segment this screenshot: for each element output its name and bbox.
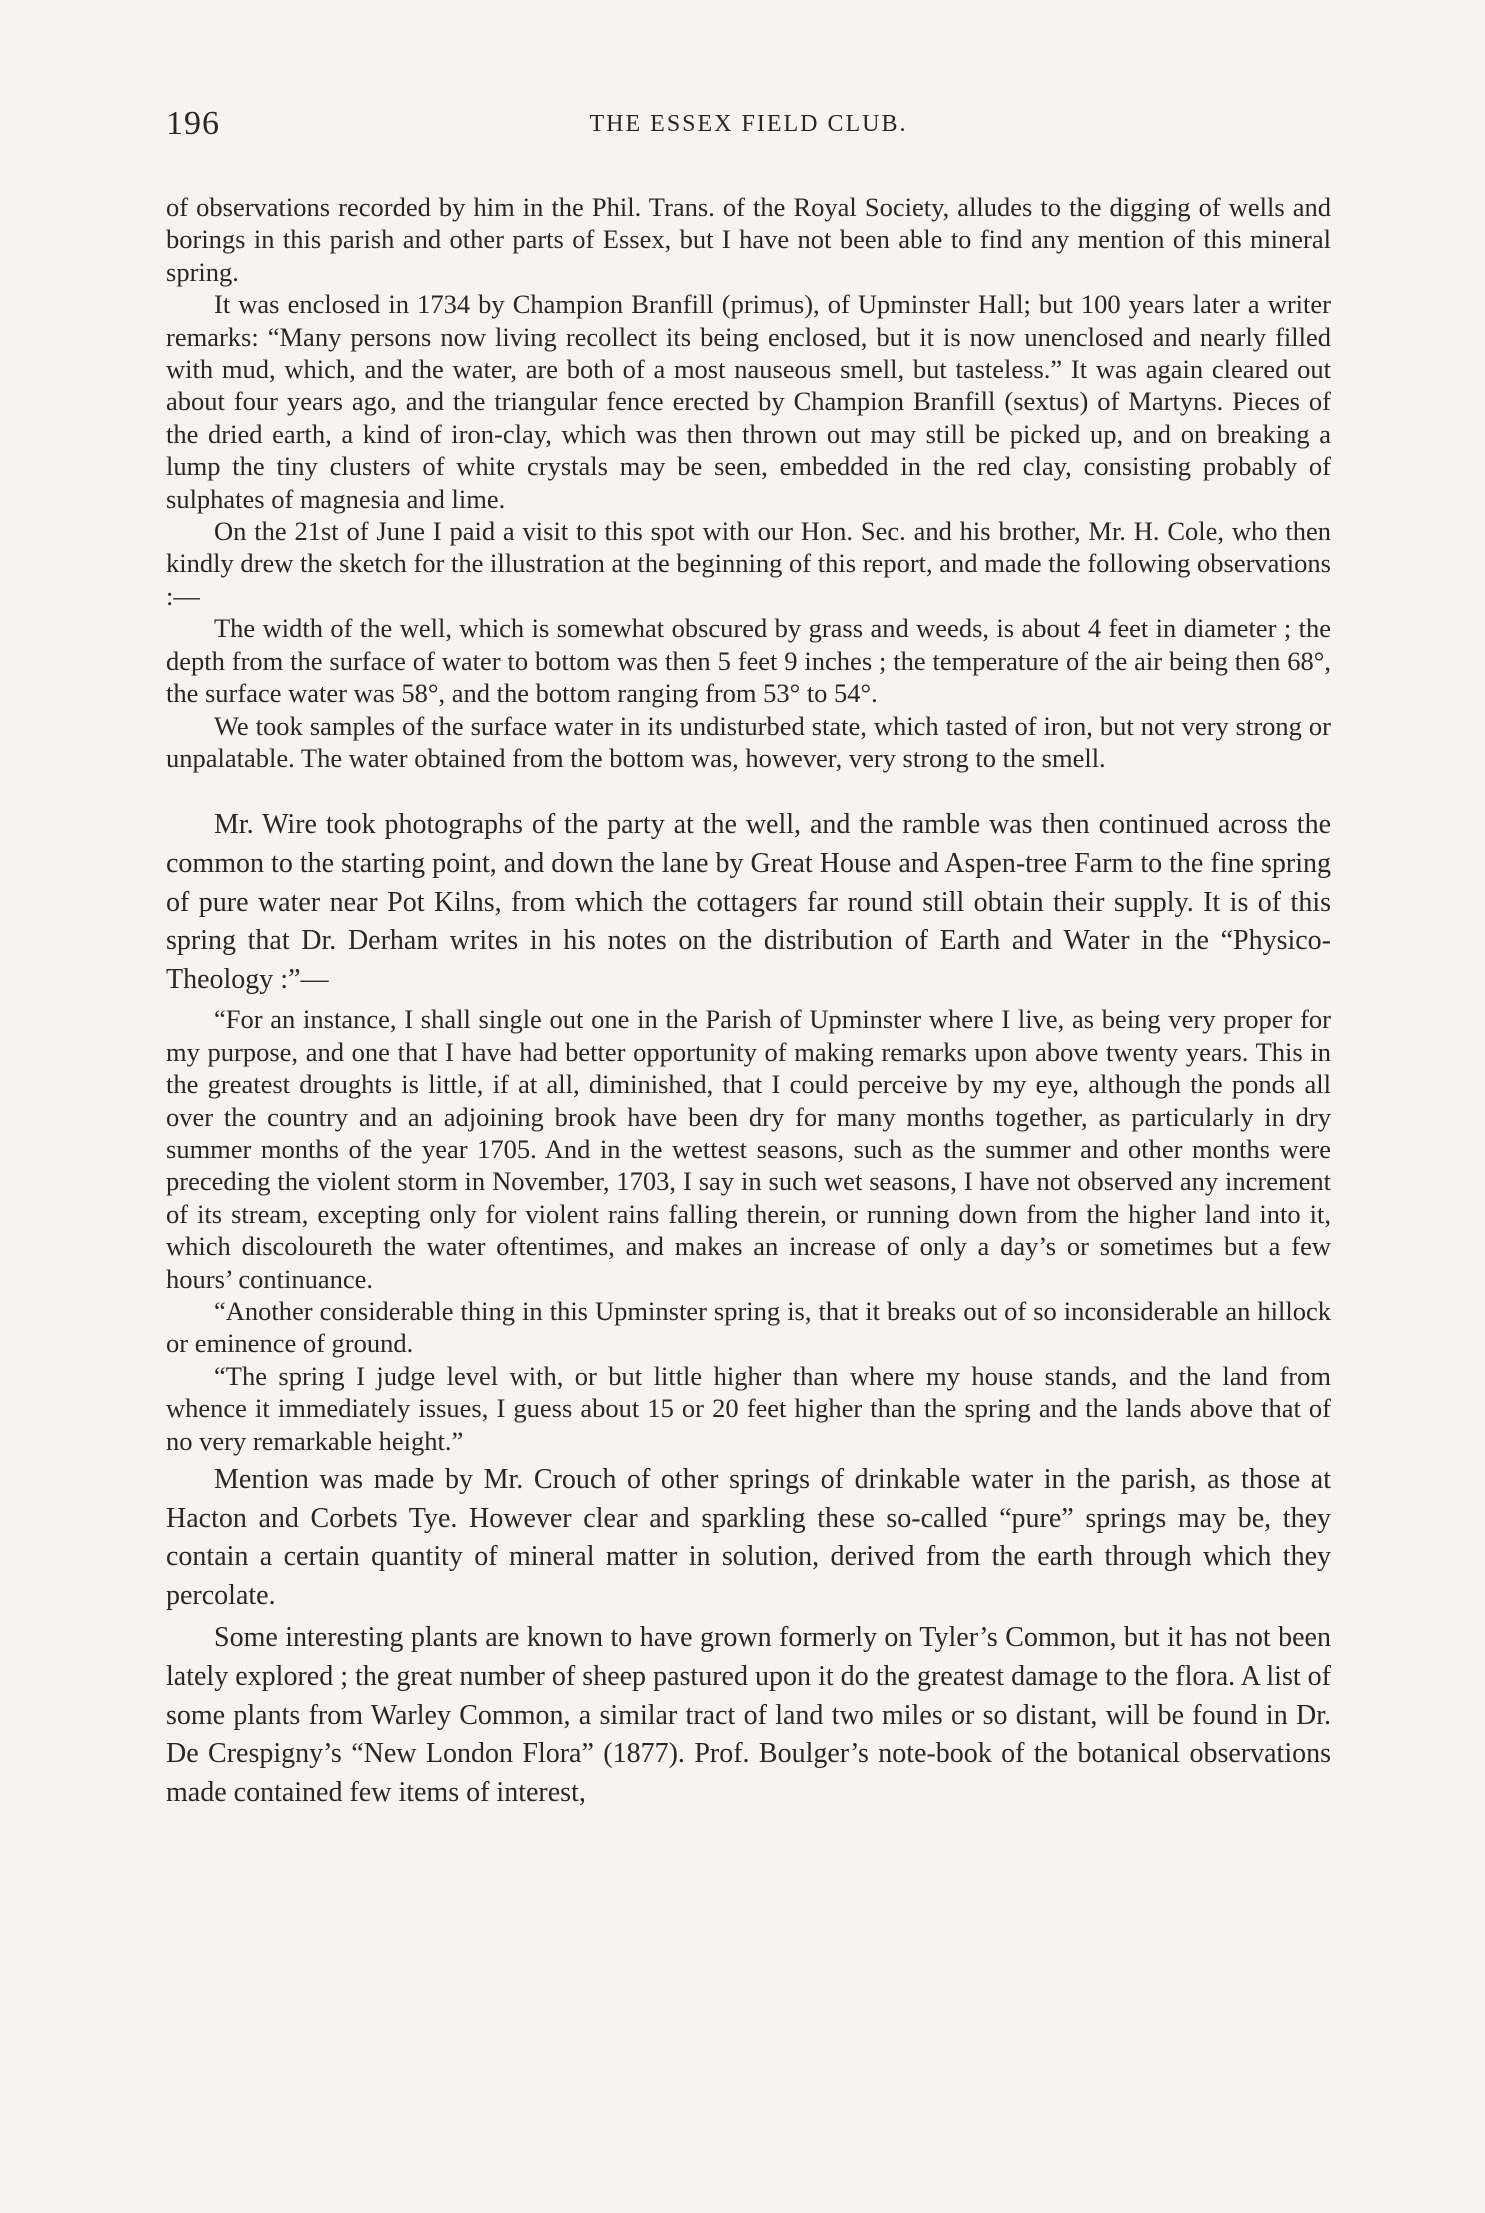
body-paragraph: We took samples of the surface water in its undisturbed state, which tasted of iron, but not very strong or unpalatable. The water obtained from the bottom was, however, very strong to the smell. [166, 710, 1331, 773]
derham-quotation [166, 1003, 1331, 1457]
ramble-section [166, 806, 1331, 999]
body-paragraph: Mr. Wire took photographs of the party at the well, and the ramble was then continued across the common to the starting point, and down the lane by Great House and Aspen-tree Farm to the fine spring of pure water near Pot Kilns, from which the cottagers far round still obtain their supply. It is of this spring that Dr. Derham writes in his notes on the distribution of Earth and Water in the “Physico-Theology :”— [166, 809, 1331, 995]
quote-paragraph: “The spring I judge level with, or but little higher than where my house stands, and the land from whence it immediately issues, I guess about 15 or 20 feet higher than the spring and the lands above that of no very remarkable height.” [166, 1360, 1331, 1456]
body-paragraph: On the 21st of June I paid a visit to this spot with our Hon. Sec. and his brother, Mr. H. Cole, who then kindly drew the sketch for the illustration at the beginning of this report, and made the following observations :— [166, 516, 1331, 611]
body-paragraph: It was enclosed in 1734 by Champion Branfill (primus), of Upminster Hall; but 100 years later a writer remarks: “Many persons now living recollect its being enclosed, but it is now unenclosed and nearly filled with mud, which, and the water, are both of a most nauseous smell, but tasteless.” It was again cleared out about four years ago, and the triangular fence erected by Champion Branfill (sextus) of Martyns. Pieces of the dried earth, a kind of iron-clay, which was then thrown out may still be picked up, and on breaking a lump the tiny clusters of white crystals may be seen, embedded in the red clay, consisting probably of sulphates of magnesia and lime. [166, 289, 1331, 514]
running-head [166, 105, 1331, 149]
closing-section [166, 1461, 1331, 1812]
journal-title: THE ESSEX FIELD CLUB. [589, 111, 908, 137]
body-paragraph: Some interesting plants are known to have grown formerly on Tyler’s Common, but it has not been lately explored ; the great number of sheep pastured upon it do the greatest damage to the flora. A list of some plants from Warley Common, a similar tract of land two miles or so distant, will be found in Dr. De Crespigny’s “New London Flora” (1877). Prof. Boulger’s note-book of the botanical observations made contained few items of interest, [166, 1622, 1331, 1808]
well-report-section [166, 191, 1331, 774]
body-paragraph: The width of the well, which is somewhat obscured by grass and weeds, is about 4 feet in diameter ; the depth from the surface of water to bottom was then 5 feet 9 inches ; the temperature of the air being then 68°, the surface water was 58°, and the bottom ranging from 53° to 54°. [166, 613, 1331, 709]
body-paragraph: Mention was made by Mr. Crouch of other springs of drinkable water in the parish, as those at Hacton and Corbets Tye. However clear and sparkling these so-called “pure” springs may be, they contain a certain quantity of mineral matter in solution, derived from the earth through which they percolate. [166, 1463, 1331, 1611]
page-number: 196 [166, 105, 220, 142]
quote-paragraph: “Another considerable thing in this Upminster spring is, that it breaks out of so inconsiderable an hillock or eminence of ground. [166, 1295, 1331, 1359]
quote-paragraph: “For an instance, I shall single out one in the Parish of Upminster where I live, as being very proper for my purpose, and one that I have had better opportunity of making remarks upon above twenty years. This in the greatest droughts is little, if at all, diminished, that I could perceive by my eye, although the ponds all over the country and an adjoining brook have been dry for many months together, as particularly in dry summer months of the year 1705. And in the wettest seasons, such as the summer and other months were preceding the violent storm in November, 1703, I say in such wet seasons, I have not observed any increment of its stream, excepting only for violent rains falling therein, or running down from the higher land into it, which discoloureth the water oftentimes, and makes an increase of only a day’s or sometimes but a few hours’ continuance. [166, 1004, 1331, 1294]
body-paragraph: of observations recorded by him in the Phil. Trans. of the Royal Society, alludes to the digging of wells and borings in this parish and other parts of Essex, but I have not been able to find any mention of this mineral spring. [166, 192, 1331, 287]
document-page [166, 105, 1331, 1816]
